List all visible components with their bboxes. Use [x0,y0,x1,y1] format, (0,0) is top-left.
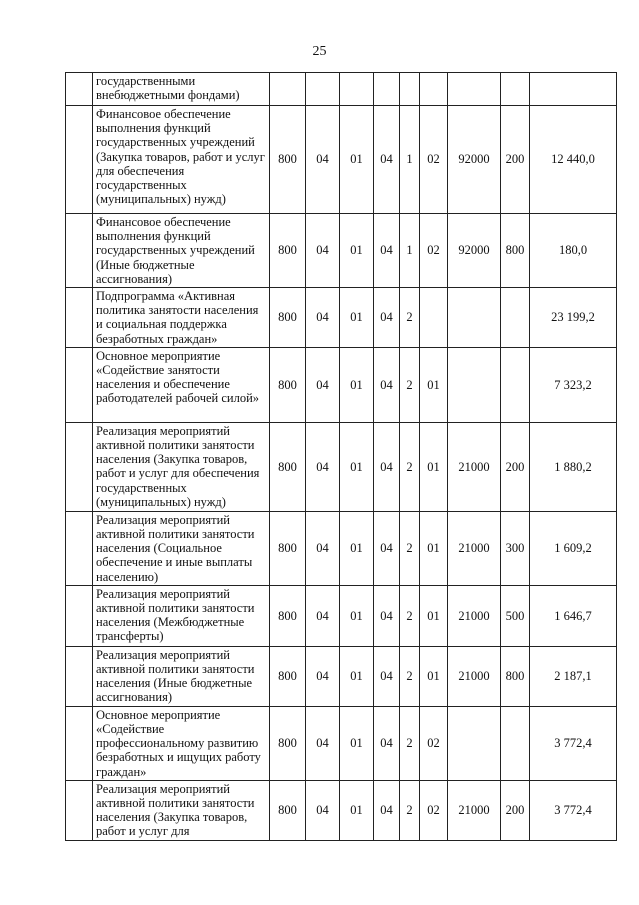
cell-event: 02 [420,106,448,214]
cell-event: 01 [420,347,448,422]
table-row [66,106,617,214]
cell-item-name: Реализация мероприятий активной политики занятости населения (Закупка товаров, работ и услуг для [93,780,270,840]
cell-subsection: 01 [340,646,374,706]
cell-direction: 21000 [448,780,501,840]
cell-expense-type: 200 [501,106,530,214]
cell-program: 04 [374,288,400,348]
cell-blank [66,73,93,106]
cell-direction: 21000 [448,422,501,511]
table-row [66,646,617,706]
cell-expense-type: 800 [501,214,530,288]
cell-program: 04 [374,422,400,511]
cell-direction [448,706,501,780]
cell-subprogram: 2 [400,646,420,706]
cell-subsection [340,73,374,106]
cell-grbs: 800 [270,422,306,511]
cell-blank [66,214,93,288]
cell-grbs: 800 [270,288,306,348]
table-row [66,706,617,780]
page-number: 25 [312,44,327,59]
table-row [66,347,617,422]
cell-subsection: 01 [340,585,374,646]
cell-program: 04 [374,585,400,646]
cell-program: 04 [374,780,400,840]
table-row [66,73,617,106]
cell-program: 04 [374,214,400,288]
cell-item-name: Реализация мероприятий активной политики занятости населения (Социальное обеспечение и иные выплаты населению) [93,511,270,585]
cell-subsection: 01 [340,422,374,511]
cell-subsection: 01 [340,214,374,288]
cell-direction [448,347,501,422]
cell-grbs: 800 [270,646,306,706]
cell-subsection: 01 [340,347,374,422]
cell-section: 04 [306,106,340,214]
cell-section [306,73,340,106]
cell-direction: 21000 [448,511,501,585]
cell-event: 01 [420,585,448,646]
cell-amount: 7 323,2 [530,347,617,422]
cell-subprogram: 1 [400,214,420,288]
budget-table [65,72,617,841]
cell-direction [448,73,501,106]
cell-event: 02 [420,780,448,840]
cell-blank [66,780,93,840]
table-row [66,585,617,646]
cell-section: 04 [306,646,340,706]
cell-grbs: 800 [270,780,306,840]
cell-program: 04 [374,646,400,706]
cell-subprogram: 2 [400,347,420,422]
cell-expense-type: 800 [501,646,530,706]
cell-section: 04 [306,422,340,511]
cell-amount: 1 880,2 [530,422,617,511]
cell-direction: 92000 [448,214,501,288]
cell-subsection: 01 [340,780,374,840]
cell-amount: 3 772,4 [530,706,617,780]
cell-blank [66,706,93,780]
cell-amount: 12 440,0 [530,106,617,214]
cell-subprogram: 2 [400,288,420,348]
cell-section: 04 [306,288,340,348]
cell-subprogram: 2 [400,511,420,585]
cell-blank [66,288,93,348]
cell-amount: 2 187,1 [530,646,617,706]
cell-section: 04 [306,706,340,780]
cell-subsection: 01 [340,706,374,780]
cell-program: 04 [374,347,400,422]
cell-amount: 23 199,2 [530,288,617,348]
cell-subsection: 01 [340,288,374,348]
cell-subsection: 01 [340,106,374,214]
cell-grbs [270,73,306,106]
cell-expense-type: 300 [501,511,530,585]
cell-grbs: 800 [270,347,306,422]
cell-event: 01 [420,646,448,706]
cell-expense-type [501,73,530,106]
cell-section: 04 [306,347,340,422]
table-row [66,288,617,348]
cell-grbs: 800 [270,511,306,585]
table-row [66,511,617,585]
cell-expense-type: 200 [501,422,530,511]
cell-subprogram: 2 [400,422,420,511]
cell-item-name: Финансовое обеспечение выполнения функций государственных учреждений (Иные бюджетные ассигнования) [93,214,270,288]
cell-item-name: Основное мероприятие «Содействие занятости населения и обеспечение работодателей рабочей силой» [93,347,270,422]
cell-section: 04 [306,511,340,585]
cell-event: 02 [420,214,448,288]
cell-grbs: 800 [270,106,306,214]
cell-direction: 92000 [448,106,501,214]
cell-blank [66,646,93,706]
cell-amount: 180,0 [530,214,617,288]
cell-blank [66,422,93,511]
cell-event: 01 [420,422,448,511]
table-row [66,780,617,840]
cell-program [374,73,400,106]
cell-expense-type [501,288,530,348]
cell-item-name: Основное мероприятие «Содействие профессиональному развитию безработных и ищущих работу граждан» [93,706,270,780]
cell-event: 02 [420,706,448,780]
cell-direction: 21000 [448,585,501,646]
cell-blank [66,511,93,585]
cell-expense-type: 500 [501,585,530,646]
cell-subprogram: 2 [400,780,420,840]
cell-blank [66,585,93,646]
cell-item-name: Реализация мероприятий активной политики занятости населения (Межбюджетные трансферты) [93,585,270,646]
cell-item-name: Подпрограмма «Активная политика занятости населения и социальная поддержка безработных граждан» [93,288,270,348]
table-row [66,422,617,511]
cell-item-name: Финансовое обеспечение выполнения функций государственных учреждений (Закупка товаров, работ и услуг для обеспечения государственных (муниципальных) нужд) [93,106,270,214]
cell-amount: 3 772,4 [530,780,617,840]
cell-grbs: 800 [270,706,306,780]
cell-expense-type [501,706,530,780]
cell-subprogram: 2 [400,706,420,780]
cell-blank [66,106,93,214]
cell-grbs: 800 [270,585,306,646]
cell-event [420,73,448,106]
cell-expense-type: 200 [501,780,530,840]
cell-subsection: 01 [340,511,374,585]
cell-grbs: 800 [270,214,306,288]
cell-blank [66,347,93,422]
cell-item-name: Реализация мероприятий активной политики занятости населения (Закупка товаров, работ и услуг для обеспечения государственных (муниципальных) нужд) [93,422,270,511]
cell-section: 04 [306,780,340,840]
cell-direction: 21000 [448,646,501,706]
cell-amount: 1 646,7 [530,585,617,646]
cell-direction [448,288,501,348]
cell-amount [530,73,617,106]
cell-expense-type [501,347,530,422]
cell-amount: 1 609,2 [530,511,617,585]
cell-subprogram [400,73,420,106]
cell-section: 04 [306,214,340,288]
cell-item-name: государственными внебюджетными фондами) [93,73,270,106]
cell-event [420,288,448,348]
table-row [66,214,617,288]
cell-subprogram: 2 [400,585,420,646]
cell-program: 04 [374,106,400,214]
cell-subprogram: 1 [400,106,420,214]
cell-section: 04 [306,585,340,646]
cell-event: 01 [420,511,448,585]
cell-program: 04 [374,706,400,780]
cell-item-name: Реализация мероприятий активной политики занятости населения (Иные бюджетные ассигнования) [93,646,270,706]
cell-program: 04 [374,511,400,585]
